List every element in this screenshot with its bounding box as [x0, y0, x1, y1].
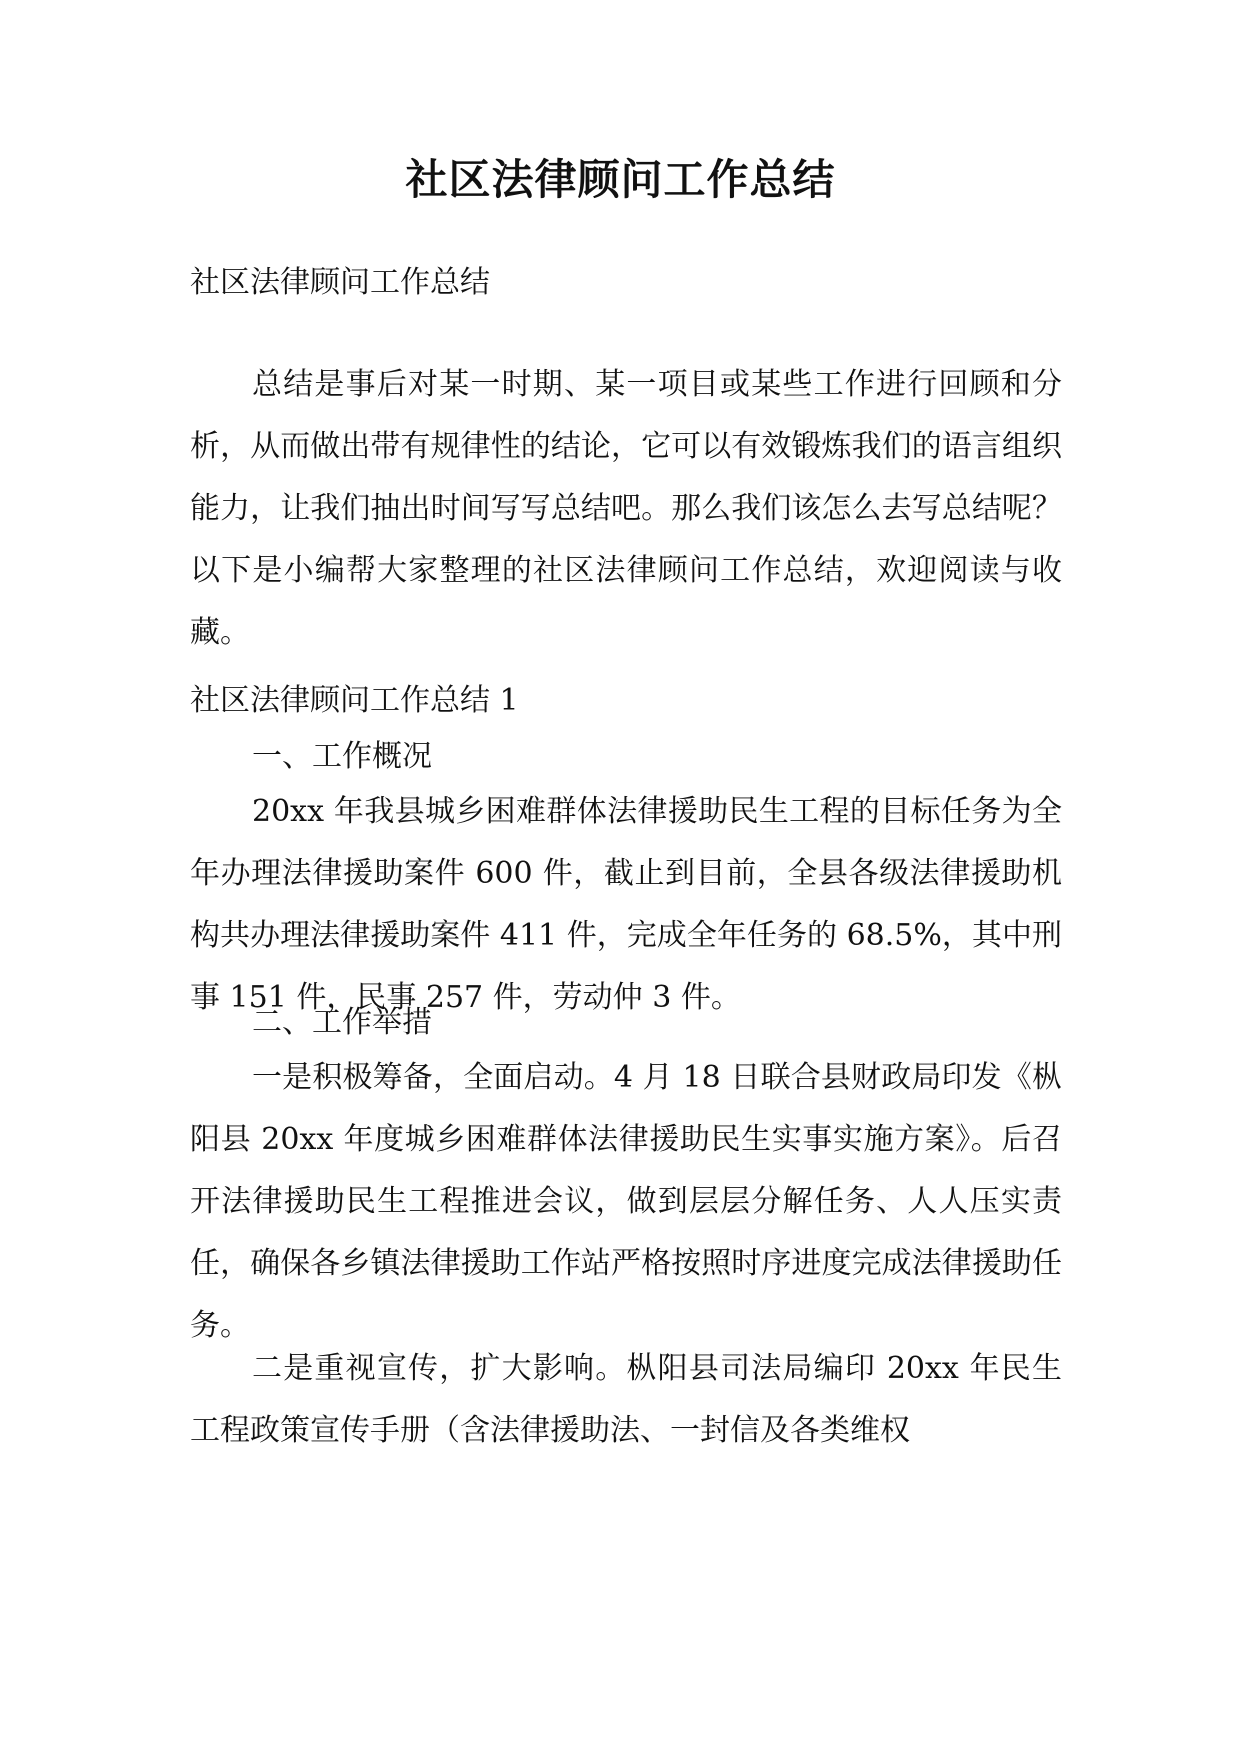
document-title: 社区法律顾问工作总结 — [405, 155, 836, 204]
intro-paragraph: 总结是事后对某一时期、某一项目或某些工作进行回顾和分析，从而做出带有规律性的结论，它可以有效锻炼我们的语言组织能力，让我们抽出时间写写总结吧。那么我们该怎么去写总结呢？以下是小编帮大家整理的社区法律顾问工作总结，欢迎阅读与收藏。 — [190, 367, 1062, 650]
measure1-paragraph: 一是积极筹备，全面启动。4 月 18 日联合县财政局印发《枞阳县 20xx 年度城乡困难群体法律援助民生实事实施方案》。后召开法律援助民生工程推进会议，做到层层分解任务、人人压实责任，确保各乡镇法律援助工作站严格按照时序进度完成法律援助任务。 — [190, 1060, 1062, 1343]
part2-heading: 二、工作举措 — [252, 1005, 432, 1040]
document-subtitle: 社区法律顾问工作总结 — [190, 265, 490, 300]
section-heading: 社区法律顾问工作总结 1 — [190, 683, 519, 718]
measure1-block — [190, 1047, 1062, 1357]
intro-block — [190, 354, 1062, 664]
measure2-paragraph: 二是重视宣传，扩大影响。枞阳县司法局编印 20xx 年民生工程政策宣传手册（含法律援助法、一封信及各类维权 — [190, 1351, 1062, 1448]
part1-heading: 一、工作概况 — [252, 739, 432, 774]
part1-paragraph: 20xx 年我县城乡困难群体法律援助民生工程的目标任务为全年办理法律援助案件 600 件，截止到目前，全县各级法律援助机构共办理法律援助案件 411 件，完成全年任务的 68.5%，其中刑事 151 件，民事 257 件，劳动仲 3 件。 — [190, 794, 1062, 1015]
measure2-block — [190, 1338, 1062, 1462]
